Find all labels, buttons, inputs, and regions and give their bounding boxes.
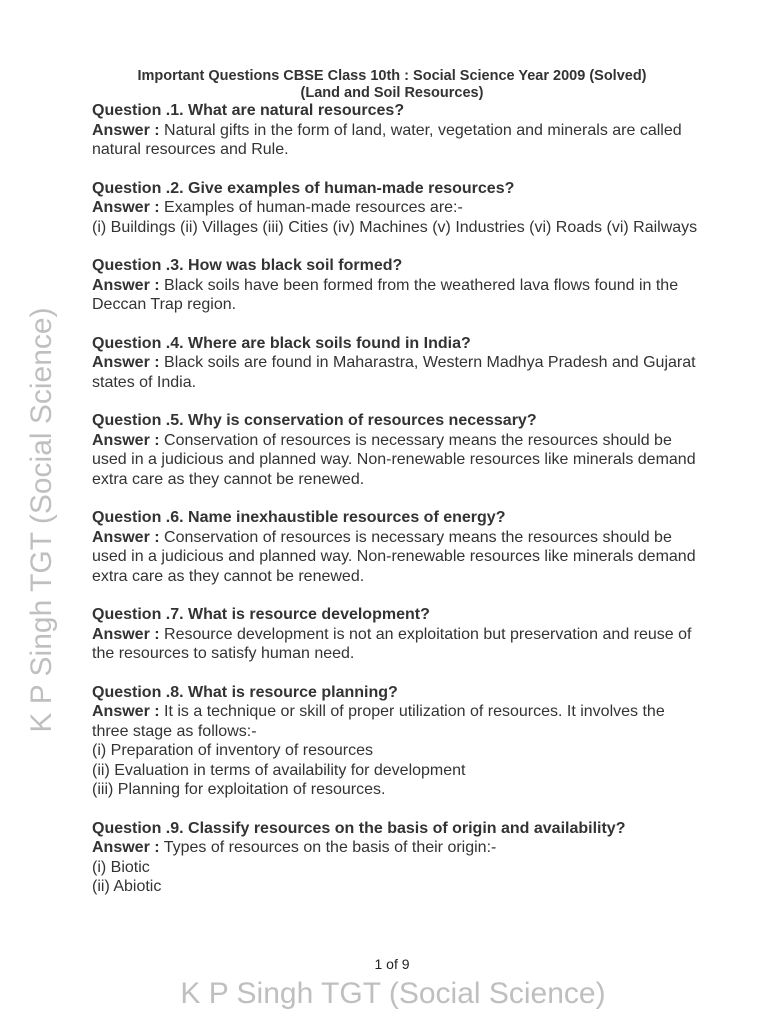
document-header	[92, 68, 692, 102]
answer-label: Answer :	[92, 121, 160, 139]
answer-list-item: (i) Buildings (ii) Villages (iii) Cities (iv) Machines (v) Industries (vi) Roads (vi) Railways	[92, 218, 698, 236]
question-text: Question .9. Classify resources on the basis of origin and availability?	[92, 819, 626, 837]
question-text: Question .2. Give examples of human-made resources?	[92, 179, 515, 197]
answer-label: Answer :	[92, 431, 160, 449]
answer-text: Conservation of resources is necessary means the resources should be used in a judicious and planned way. Non-renewable resources like minerals demand extra care as they cannot be renewed.	[92, 431, 696, 488]
answer-block	[92, 276, 702, 315]
question-text: Question .6. Name inexhaustible resources of energy?	[92, 509, 506, 526]
qa-item-4	[92, 334, 702, 393]
answer-list-item: (ii) Evaluation in terms of availability for development	[92, 761, 466, 779]
answer-block	[92, 431, 702, 490]
page-indicator: 1 of 9	[374, 956, 410, 972]
question-text: Question .1. What are natural resources?	[92, 102, 405, 119]
document-subtitle: (Land and Soil Resources)	[300, 85, 484, 101]
answer-block	[92, 528, 702, 587]
answer-block	[92, 121, 702, 160]
qa-item-3	[92, 256, 702, 315]
answer-text: Natural gifts in the form of land, water, vegetation and minerals are called natural resources and Rule.	[92, 121, 682, 158]
qa-item-8	[92, 683, 702, 800]
answer-label: Answer :	[92, 528, 160, 546]
answer-label: Answer :	[92, 354, 160, 371]
answer-text: Examples of human-made resources are:-	[164, 199, 463, 216]
answer-list-item: (ii) Abiotic	[92, 878, 162, 895]
answer-text: Resource development is not an exploitation but preservation and reuse of the resources to satisfy human need.	[92, 625, 692, 662]
answer-list-item: (i) Preparation of inventory of resources	[92, 742, 374, 759]
question-answer-list	[92, 101, 702, 916]
question-text: Question .8. What is resource planning?	[92, 683, 398, 701]
question-text: Question .7. What is resource development?	[92, 606, 430, 623]
answer-label: Answer :	[92, 839, 160, 856]
answer-block	[92, 625, 702, 664]
answer-label: Answer :	[92, 276, 160, 294]
qa-item-7	[92, 605, 702, 664]
answer-label: Answer :	[92, 703, 160, 720]
qa-item-6	[92, 508, 702, 586]
side-watermark: K P Singh TGT (Social Science)	[25, 307, 58, 733]
question-text: Question .5. Why is conservation of resources necessary?	[92, 412, 537, 429]
question-text: Question .4. Where are black soils found in India?	[92, 334, 471, 352]
answer-block	[92, 353, 702, 392]
document-title: Important Questions CBSE Class 10th : Social Science Year 2009 (Solved)	[137, 68, 647, 84]
answer-block	[92, 838, 702, 858]
qa-item-5	[92, 411, 702, 489]
qa-item-9	[92, 819, 702, 897]
qa-item-1	[92, 101, 702, 160]
answer-text: Types of resources on the basis of their origin:-	[163, 839, 497, 856]
answer-label: Answer :	[92, 199, 160, 216]
bottom-watermark: K P Singh TGT (Social Science)	[180, 977, 606, 1010]
qa-item-2	[92, 179, 702, 238]
answer-label: Answer :	[92, 625, 160, 643]
answer-text: Black soils are found in Maharastra, Western Madhya Pradesh and Gujarat states of India.	[92, 354, 696, 391]
answer-text: Black soils have been formed from the weathered lava flows found in the Deccan Trap region.	[92, 276, 679, 313]
question-text: Question .3. How was black soil formed?	[92, 257, 403, 274]
answer-block	[92, 702, 702, 741]
answer-block	[92, 198, 702, 218]
answer-text: Conservation of resources is necessary means the resources should be used in a judicious and planned way. Non-renewable resources like minerals demand extra care as they cannot be renewed.	[92, 528, 696, 585]
answer-text: It is a technique or skill of proper utilization of resources. It involves the three stage as follows:-	[92, 703, 665, 740]
answer-list-item: (iii) Planning for exploitation of resources.	[92, 781, 386, 798]
answer-list-item: (i) Biotic	[92, 858, 150, 876]
